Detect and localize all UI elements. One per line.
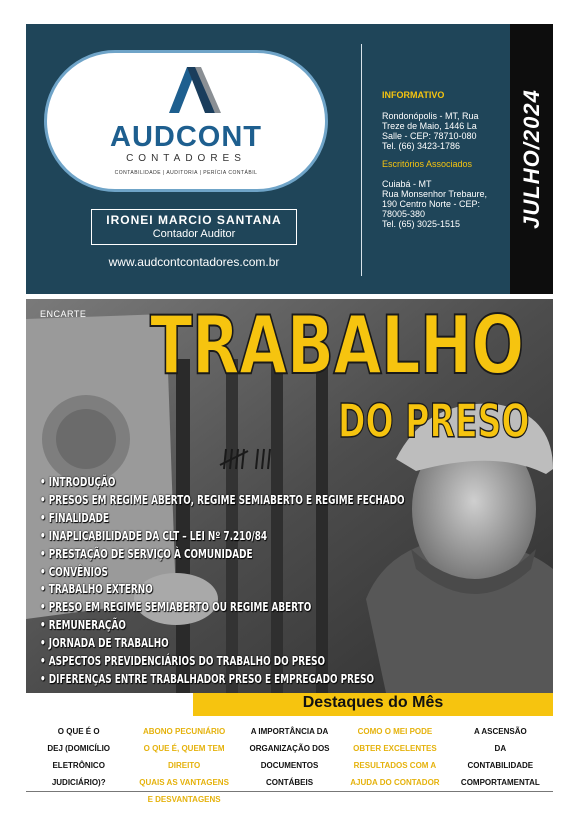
logo-badge — [44, 50, 328, 192]
address-line: Treze de Maio, 1446 La — [382, 121, 477, 131]
topic-text: INAPLICABILIDADE DA CLT – LEI Nº 7.210/84 — [48, 528, 268, 543]
bullet: • — [40, 510, 46, 525]
author-name: IRONEI MARCIO SANTANA — [106, 213, 282, 227]
topic-item — [40, 492, 405, 510]
bullet: • — [40, 546, 46, 561]
bullet: • — [40, 582, 46, 597]
bullet: • — [40, 564, 46, 579]
header-divider — [361, 44, 362, 276]
topic-text: TRABALHO EXTERNO — [48, 582, 153, 597]
highlights-row — [26, 722, 553, 804]
bullet: • — [40, 618, 46, 633]
topic-item — [40, 510, 405, 528]
topic-item — [40, 599, 405, 617]
highlight-item-abono[interactable]: ABONO PECUNIÁRIO O QUE É, QUEM TEM DIREITO QUAIS AS VANTAGENS E DESVANTAGENS — [139, 727, 229, 804]
highlight-item-contabilidade[interactable]: A ASCENSÃO DA CONTABILIDADE COMPORTAMENTAL — [460, 727, 540, 787]
topic-item — [40, 528, 405, 546]
cover-subtitle: DO PRESO — [338, 394, 530, 448]
topic-text: PRESOS EM REGIME ABERTO, REGIME SEMIABERTO E REGIME FECHADO — [48, 492, 405, 507]
cover-title: TRABALHO — [150, 299, 524, 392]
highlight-item-documentos[interactable]: A IMPORTÂNCIA DA ORGANIZAÇÃO DOS DOCUMENTOS CONTÁBEIS — [249, 727, 330, 787]
bullet: • — [40, 492, 46, 507]
address-line: 78005-380 — [382, 209, 426, 219]
address-line: Rua Monsenhor Trebaure, — [382, 189, 488, 199]
audcont-logo-icon — [165, 65, 225, 115]
topic-text: DIFERENÇAS ENTRE TRABALHADOR PRESO E EMPREGADO PRESO — [48, 671, 375, 686]
bullet: • — [40, 475, 46, 489]
brand-name: AUDCONT — [110, 121, 262, 153]
topic-text: JORNADA DE TRABALHO — [48, 636, 169, 651]
edition-date: JULHO/2024 — [518, 89, 544, 229]
insert-label: ENCARTE — [40, 309, 87, 319]
address-line: 190 Centro Norte - CEP: — [382, 199, 481, 209]
topic-text: REMUNERAÇÃO — [48, 618, 126, 633]
website-link[interactable]: www.audcontcontadores.com.br — [108, 255, 280, 269]
bullet: • — [40, 528, 46, 543]
topic-text: FINALIDADE — [48, 510, 110, 525]
topic-item — [40, 635, 405, 653]
associates-label: Escritórios Associados — [382, 159, 473, 169]
topic-item — [40, 474, 405, 492]
highlights-title: Destaques do Mês — [302, 694, 444, 711]
address-line: Cuiabá - MT — [382, 179, 432, 189]
bullet: • — [40, 636, 46, 651]
address-line: Rondonópolis - MT, Rua — [382, 111, 479, 121]
topic-text: INTRODUÇÃO — [48, 475, 116, 489]
info-title: INFORMATIVO — [382, 90, 445, 100]
highlight-item-mei[interactable]: COMO O MEI PODE OBTER EXCELENTES RESULTADOS COM A AJUDA DO CONTADOR — [350, 727, 440, 787]
topic-text: PRESTAÇÃO DE SERVIÇO À COMUNIDADE — [48, 546, 253, 561]
author-role: Contador Auditor — [152, 228, 236, 240]
edition-bar — [510, 24, 553, 294]
topic-item — [40, 546, 405, 564]
brand-subtitle: CONTADORES — [126, 153, 246, 164]
brand-tagline: CONTABILIDADE | AUDITORIA | PERÍCIA CONTÁBIL — [114, 170, 258, 176]
topic-item — [40, 581, 405, 599]
cover-image — [26, 299, 553, 693]
topic-text: CONVÊNIOS — [48, 564, 108, 579]
bullet: • — [40, 600, 46, 615]
highlight-item-dej[interactable]: O QUE É O DEJ (DOMICÍLIO ELETRÔNICO JUDICIÁRIO)? — [47, 727, 111, 787]
phone-line: Tel. (66) 3423-1786 — [382, 141, 461, 151]
phone-line: Tel. (65) 3025-1515 — [382, 219, 461, 229]
contact-info — [382, 90, 504, 237]
masthead — [26, 24, 510, 294]
author-box — [91, 209, 297, 245]
topic-text: PRESO EM REGIME SEMIABERTO OU REGIME ABERTO — [48, 600, 312, 615]
address-line: Salle - CEP: 78710-080 — [382, 131, 477, 141]
topic-item — [40, 564, 405, 582]
bottom-rule — [26, 791, 553, 792]
office-rondonopolis — [382, 111, 504, 151]
office-cuiaba — [382, 179, 504, 229]
topic-text: ASPECTOS PREVIDENCIÁRIOS DO TRABALHO DO PRESO — [48, 654, 326, 669]
topic-list — [40, 474, 533, 689]
highlights-banner — [193, 693, 553, 716]
bullet: • — [40, 671, 46, 686]
topic-item — [40, 617, 405, 635]
topic-item — [40, 671, 405, 689]
topic-item — [40, 653, 405, 671]
bullet: • — [40, 654, 46, 669]
